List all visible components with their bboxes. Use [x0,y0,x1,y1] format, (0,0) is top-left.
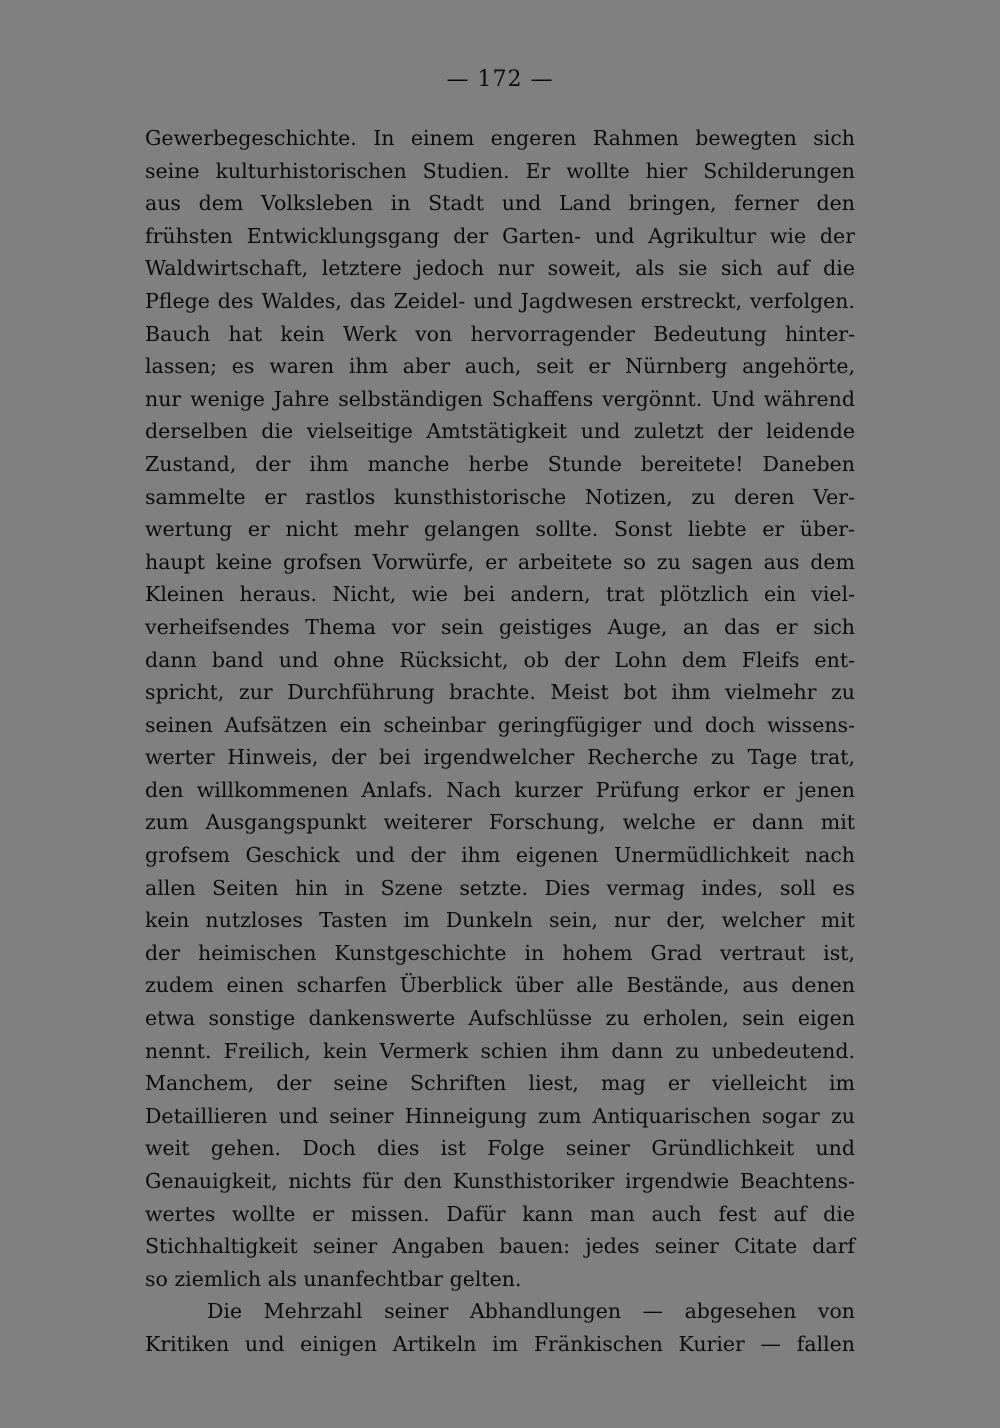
text-line: zudem einen scharfen Überblick über alle Bestände, aus denen [145,973,855,998]
text-line: Genauigkeit, nichts für den Kunsthistoriker irgendwie Beachtens- [145,1169,855,1193]
text-line: verheifsendes Thema vor sein geistiges Auge, an das er sich [145,614,855,639]
text-line: allen Seiten hin in Szene setzte. Dies vermag indes, soll es [145,875,855,900]
text-line: wertung er nicht mehr gelangen sollte. Sonst liebte er über- [145,517,855,542]
text-line: wertes wollte er missen. Dafür kann man auch fest auf die [145,1201,855,1226]
text-line: Pflege des Waldes, das Zeidel- und Jagdwesen erstreckt, verfolgen. [145,288,855,313]
text-line: aus dem Volksleben in Stadt und Land bringen, ferner den [145,191,855,216]
text-line: frühsten Entwicklungsgang der Garten- und Agrikultur wie der [145,223,855,248]
page-number: — 172 — [446,67,554,92]
text-line: Detaillieren und seiner Hinneigung zum Antiquarischen sogar zu [145,1103,855,1128]
text-line: kein nutzloses Tasten im Dunkeln sein, nur der, welcher mit [145,908,855,933]
text-line: Stichhaltigkeit seiner Angaben bauen: jedes seiner Citate darf [145,1234,855,1259]
text-line: grofsem Geschick und der ihm eigenen Unermüdlichkeit nach [145,843,855,868]
text-line: lassen; es waren ihm aber auch, seit er Nürnberg angehörte, [145,354,855,379]
paragraph-last-line: so ziemlich als unanfechtbar gelten. [145,1266,522,1291]
text-line: Manchem, der seine Schriften liest, mag er vielleicht im [145,1071,855,1096]
text-line: derselben die vielseitige Amtstätigkeit und zuletzt der leidende [145,419,855,444]
text-line: zum Ausgangspunkt weiterer Forschung, welche er dann mit [145,810,855,835]
text-line: weit gehen. Doch dies ist Folge seiner Gründlichkeit und [145,1136,855,1161]
text-line: haupt keine grofsen Vorwürfe, er arbeitete so zu sagen aus dem [145,549,855,574]
text-line: seine kulturhistorischen Studien. Er wollte hier Schilderungen [145,158,855,183]
text-line: etwa sonstige dankenswerte Aufschlüsse zu erholen, sein eigen [145,1006,855,1031]
text-line: den willkommenen Anlafs. Nach kurzer Prüfung erkor er jenen [145,777,855,802]
text-line: werter Hinweis, der bei irgendwelcher Recherche zu Tage trat, [145,745,855,770]
text-line: Waldwirtschaft, letztere jedoch nur soweit, als sie sich auf die [145,256,855,281]
text-line: Kritiken und einigen Artikeln im Fränkischen Kurier — fallen [145,1331,855,1356]
text-line: Gewerbegeschichte. In einem engeren Rahmen bewegten sich [145,126,855,150]
text-line: sammelte er rastlos kunsthistorische Notizen, zu deren Ver- [145,484,855,509]
text-line: nur wenige Jahre selbständigen Schaffens vergönnt. Und während [145,386,855,411]
body-text [145,122,855,1361]
text-line: nennt. Freilich, kein Vermerk schien ihm dann zu unbedeutend. [145,1038,855,1063]
text-line: dann band und ohne Rücksicht, ob der Lohn dem Fleifs ent- [145,647,855,672]
paragraph-first-line: Die Mehrzahl seiner Abhandlungen — abgesehen von [207,1299,855,1324]
text-line: Zustand, der ihm manche herbe Stunde bereitete! Daneben [145,451,855,476]
text-line: Kleinen heraus. Nicht, wie bei andern, trat plötzlich ein viel- [145,582,855,607]
text-line: der heimischen Kunstgeschichte in hohem Grad vertraut ist, [145,940,855,965]
text-line: Bauch hat kein Werk von hervorragender Bedeutung hinter- [145,321,855,346]
text-line: seinen Aufsätzen ein scheinbar geringfügiger und doch wissens- [145,712,855,737]
text-line: spricht, zur Durchführung brachte. Meist bot ihm vielmehr zu [145,680,855,705]
